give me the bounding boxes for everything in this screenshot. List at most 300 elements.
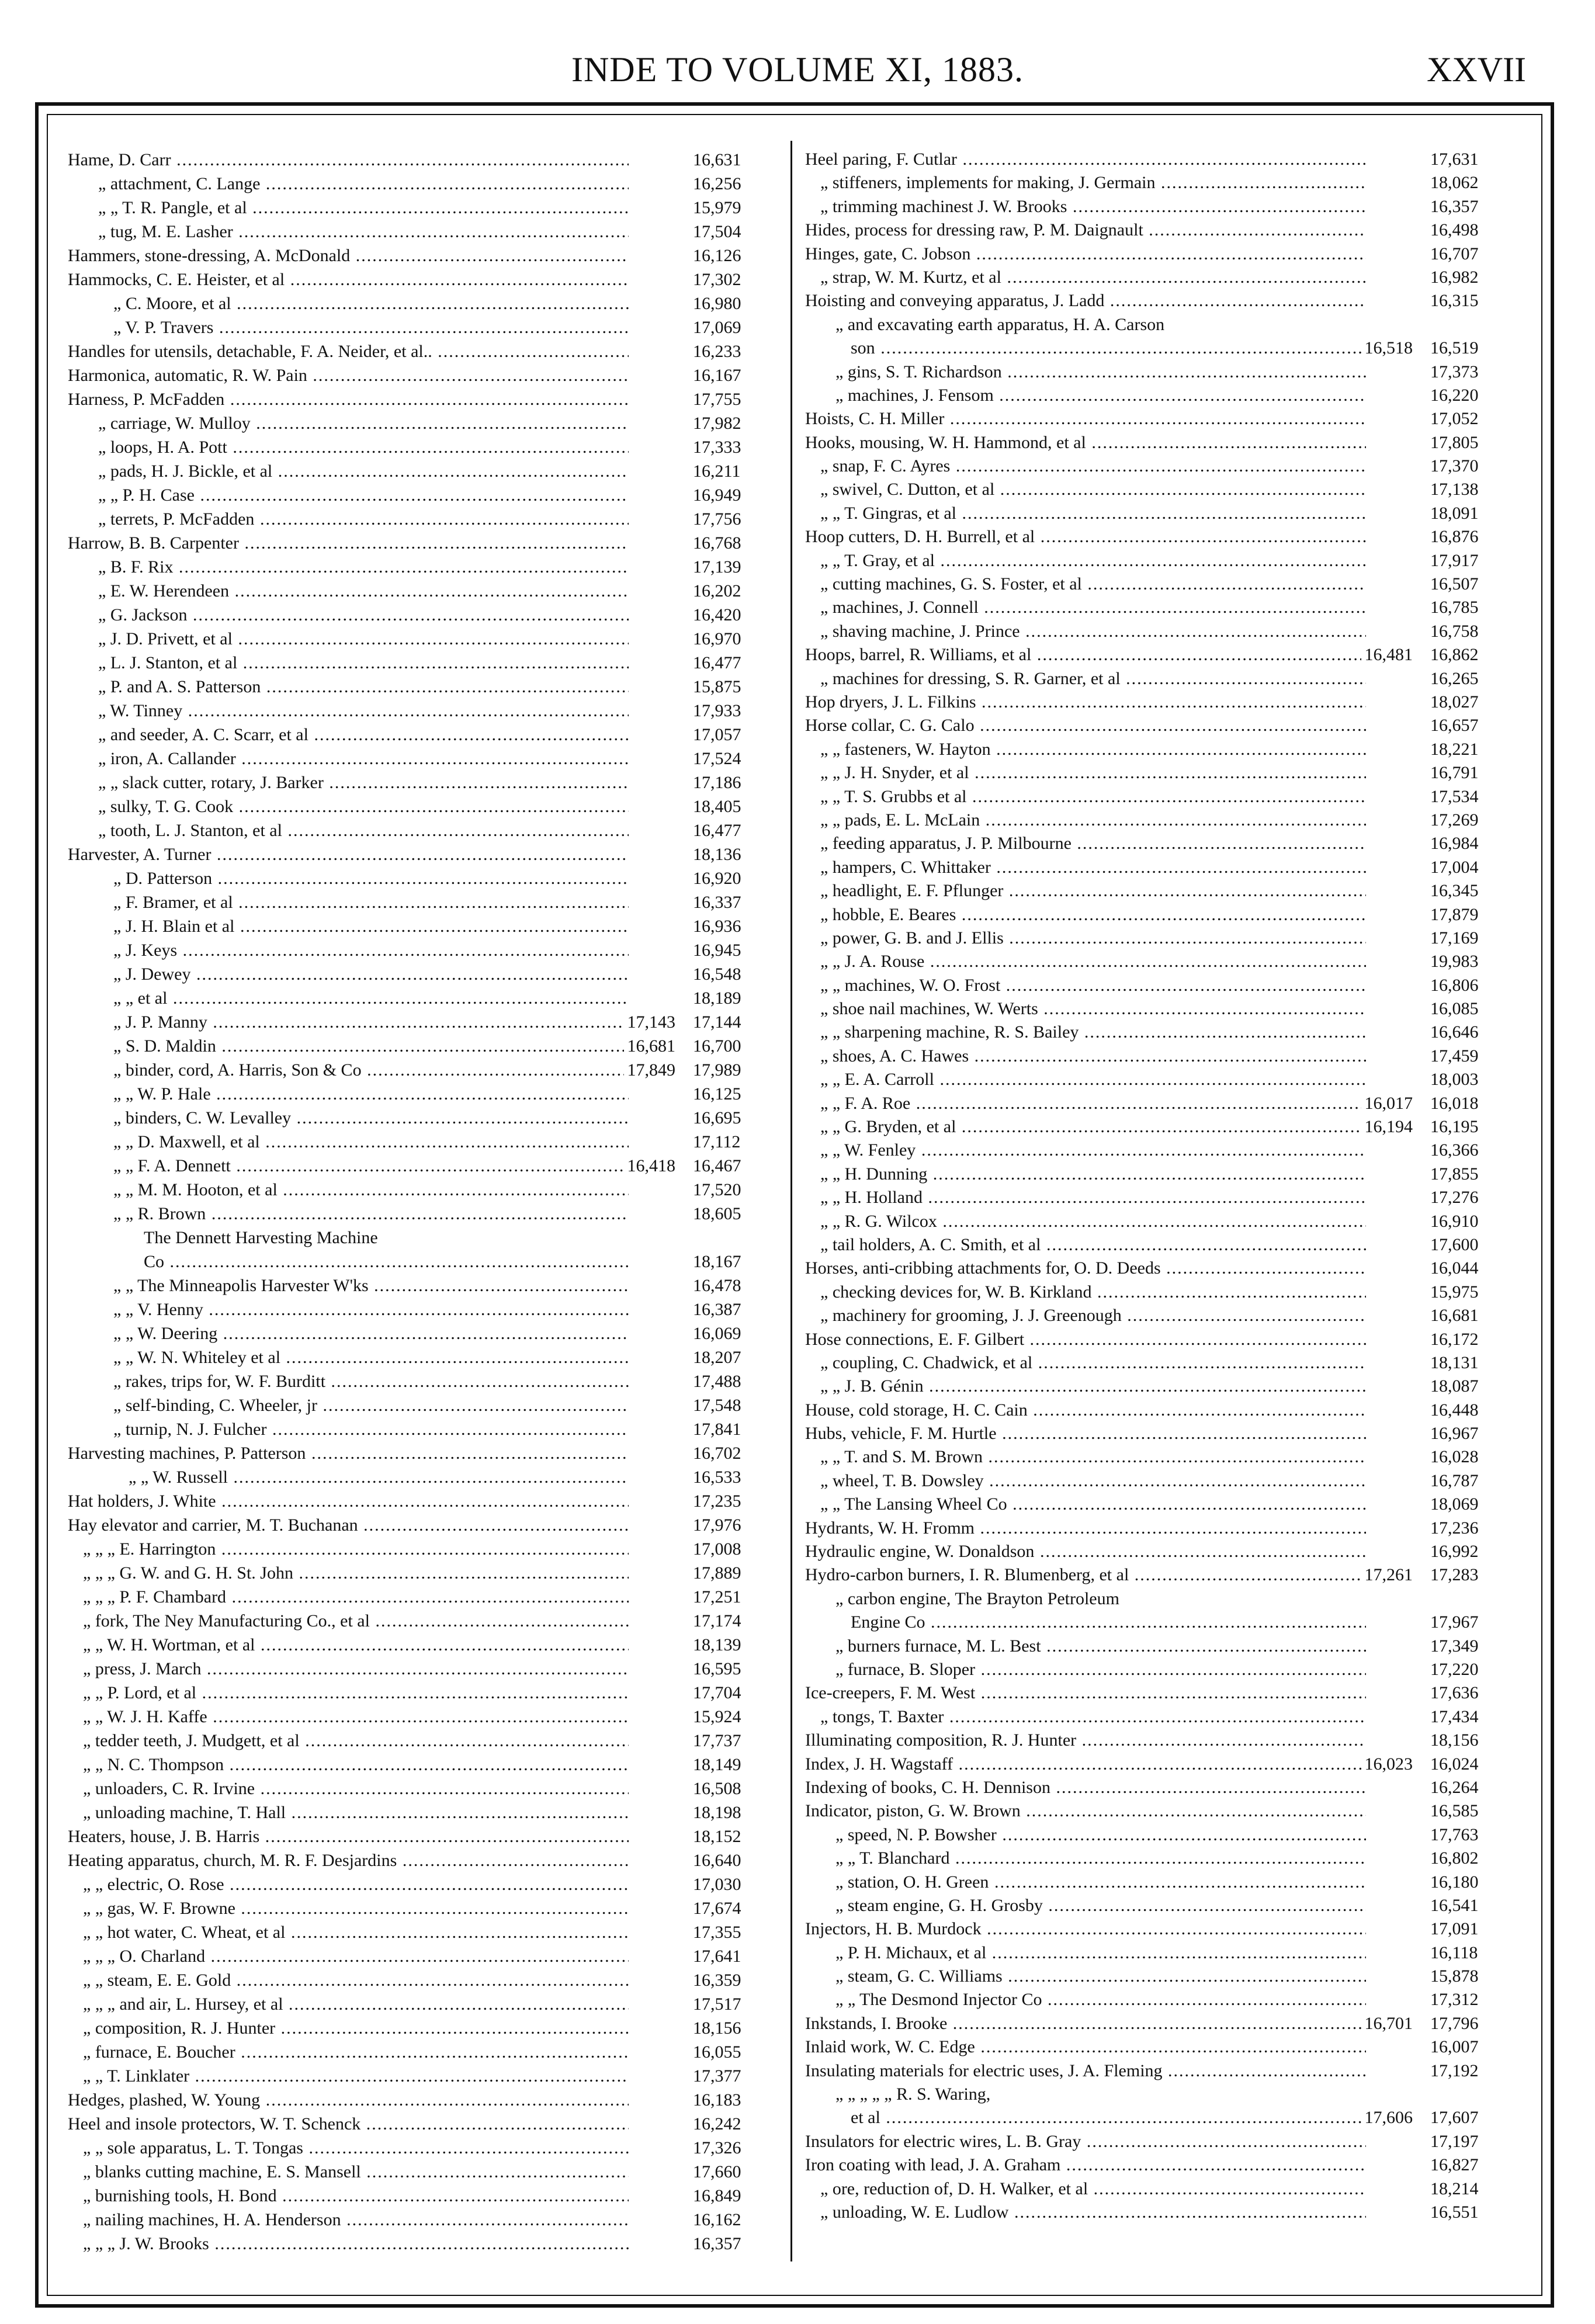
entry-text: „ tongs, T. Baxter .....	[820, 1705, 1366, 1729]
entry-number: 16,758	[1430, 621, 1479, 641]
entry-text: „ binders, C. W. Levalley .....	[113, 1106, 629, 1130]
entry-number: 17,326	[693, 2138, 741, 2157]
entry-text: Hides, process for dressing raw, P. M. Daignault .....	[805, 218, 1366, 242]
index-entry	[68, 986, 781, 1010]
index-entry	[68, 699, 781, 723]
entry-number: 16,085	[1430, 999, 1479, 1019]
index-entry	[68, 1321, 781, 1345]
entry-number: 16,508	[693, 1779, 741, 1798]
index-entry	[68, 723, 781, 747]
index-entry	[805, 148, 1518, 171]
index-entry	[805, 785, 1518, 809]
entry-number: 16,876	[1430, 527, 1479, 547]
entry-text: „ „ machines, W. O. Frost .....	[820, 974, 1366, 997]
entry-number: 18,214	[1430, 2179, 1479, 2198]
page-number: XXVII	[1427, 50, 1526, 89]
entry-text: „ burnishing tools, H. Bond .....	[83, 2184, 629, 2208]
entry-number: 17,008	[693, 1539, 741, 1559]
entry-text: „ tug, M. E. Lasher .....	[98, 220, 629, 244]
entry-number: 15,878	[1430, 1966, 1479, 1986]
entry-number: 18,003	[1430, 1070, 1479, 1090]
entry-text: „ E. W. Herendeen .....	[98, 579, 629, 603]
entry-number: 18,605	[693, 1204, 741, 1223]
entry-text: „ nailing machines, H. A. Henderson .....	[83, 2208, 629, 2232]
entry-number: 16,265	[1430, 668, 1479, 688]
entry-number: 16,195	[1430, 1117, 1479, 1137]
index-entry	[805, 1328, 1518, 1351]
entry-number: 16,125	[693, 1084, 741, 1104]
entry-number: 16,785	[1430, 598, 1479, 618]
index-entry	[68, 795, 781, 818]
entry-number: 17,755	[693, 390, 741, 409]
index-entry	[805, 266, 1518, 289]
index-entry	[805, 1163, 1518, 1186]
index-entry	[68, 1417, 781, 1441]
entry-number: 16,233	[693, 342, 741, 361]
index-entry	[805, 549, 1518, 573]
index-entry	[68, 196, 781, 220]
entry-number: 17,917	[1430, 550, 1479, 570]
index-entry	[805, 1988, 1518, 2011]
entry-text: Hoops, barrel, R. Williams, et al .....	[805, 643, 1366, 667]
entry-number: 17,235	[693, 1491, 741, 1511]
index-entry	[68, 1657, 781, 1681]
index-entry	[68, 1274, 781, 1298]
entry-number: 16,024	[1430, 1754, 1479, 1774]
index-entry	[68, 1226, 781, 1250]
entry-number: 18,156	[1430, 1730, 1479, 1750]
index-entry	[68, 842, 781, 866]
entry-text: „ unloading machine, T. Hall .....	[83, 1801, 629, 1824]
entry-number: 16,631	[693, 150, 741, 169]
index-entry	[68, 411, 781, 435]
index-entry	[68, 1369, 781, 1393]
index-entry	[68, 627, 781, 651]
index-entry	[68, 315, 781, 339]
entry-number: 18,136	[693, 845, 741, 864]
entry-number: 18,167	[693, 1252, 741, 1271]
entry-number: 16,167	[693, 366, 741, 385]
index-entry	[68, 268, 781, 292]
entry-number: 16,787	[1430, 1470, 1479, 1490]
entry-text: „ G. Jackson .....	[98, 603, 629, 627]
entry-number: 18,156	[693, 2018, 741, 2038]
entry-number: 18,139	[693, 1635, 741, 1654]
entry-number: 16,018	[1430, 1093, 1479, 1113]
index-entry	[805, 1210, 1518, 1233]
page-header	[0, 50, 1595, 102]
index-entry	[805, 2177, 1518, 2201]
entry-text: „ „ H. Holland .....	[820, 1186, 1366, 1209]
entry-number: 17,763	[1430, 1824, 1479, 1844]
entry-number: 18,062	[1430, 173, 1479, 193]
index-entry	[805, 1068, 1518, 1091]
entry-text: „ „ T. Gray, et al .....	[820, 549, 1366, 573]
entry-number: 17,192	[1430, 2061, 1479, 2080]
index-entry	[805, 950, 1518, 973]
index-entry	[68, 1465, 781, 1489]
index-entry	[805, 1965, 1518, 1988]
index-entry	[68, 651, 781, 675]
entry-number: 16,337	[693, 893, 741, 912]
index-entry	[68, 1633, 781, 1657]
index-entry	[68, 1034, 781, 1058]
index-entry	[805, 832, 1518, 855]
entry-number: 16,507	[1430, 574, 1479, 594]
entry-text: „ fork, The Ney Manufacturing Co., et al .....	[83, 1609, 629, 1633]
index-entry	[68, 244, 781, 268]
entry-number: 17,283	[1430, 1565, 1479, 1585]
entry-number: 18,405	[693, 797, 741, 816]
entry-number: 17,370	[1430, 456, 1479, 476]
index-entry	[68, 747, 781, 771]
entry-number: 16,802	[1430, 1848, 1479, 1868]
index-entry	[68, 771, 781, 795]
index-entry	[805, 1493, 1518, 1516]
index-entry	[68, 914, 781, 938]
index-entry	[68, 292, 781, 315]
index-entry	[68, 1154, 781, 1178]
entry-number: 17,548	[693, 1396, 741, 1415]
entry-text: „ „ T. Linklater .....	[83, 2064, 629, 2088]
entry-text: Iron coating with lead, J. A. Graham .....	[805, 2153, 1366, 2177]
entry-text: „ cutting machines, G. S. Foster, et al .....	[820, 573, 1366, 596]
entry-text: „ „ sharpening machine, R. S. Bailey .....	[820, 1021, 1366, 1044]
index-entry	[805, 2201, 1518, 2224]
entry-number: 16,936	[693, 917, 741, 936]
index-entry	[68, 890, 781, 914]
entry-number: 16,172	[1430, 1329, 1479, 1349]
entry-text: „ S. D. Maldin .....	[113, 1034, 629, 1058]
entry-number: 16,984	[1430, 834, 1479, 854]
index-entry	[805, 289, 1518, 313]
index-entry	[805, 1092, 1518, 1115]
entry-number: 16,359	[693, 1971, 741, 1990]
index-entry	[805, 927, 1518, 950]
entry-number: 16,646	[1430, 1022, 1479, 1042]
index-entry	[805, 1729, 1518, 1752]
entry-text: „ „ fasteners, W. Hayton .....	[820, 738, 1366, 761]
index-entry	[68, 435, 781, 459]
entry-text: Insulating materials for electric uses, J. A. Fleming .....	[805, 2059, 1366, 2083]
entry-number: 16,551	[1430, 2202, 1479, 2222]
index-entry	[68, 339, 781, 363]
page-title: INDE TO VOLUME XI, 1883.	[571, 50, 1024, 89]
entry-number: 18,027	[1430, 692, 1479, 712]
index-entry	[805, 455, 1518, 478]
entry-number: 17,373	[1430, 362, 1479, 381]
index-entry	[68, 579, 781, 603]
index-entry	[805, 1281, 1518, 1304]
entry-text: „ stiffeners, implements for making, J. Germain .....	[820, 171, 1366, 195]
entry-text: Hay elevator and carrier, M. T. Buchanan .....	[68, 1513, 629, 1537]
entry-text: „ „ E. A. Carroll .....	[820, 1068, 1366, 1091]
entry-number: 16,315	[1430, 291, 1479, 311]
index-entry	[805, 360, 1518, 384]
entry-text: „ composition, R. J. Hunter .....	[83, 2016, 629, 2040]
entry-text: „ shoe nail machines, W. Werts .....	[820, 997, 1366, 1021]
entry-number: 16,264	[1430, 1777, 1479, 1797]
entry-number: 17,004	[1430, 857, 1479, 877]
index-entry	[68, 1872, 781, 1896]
index-entry	[68, 2232, 781, 2256]
entry-number: 17,333	[693, 438, 741, 457]
entry-text: „ „ T. S. Grubbs et al .....	[820, 785, 1366, 809]
index-entry	[68, 1561, 781, 1585]
index-entry	[805, 1847, 1518, 1870]
index-entry	[805, 596, 1518, 619]
index-entry	[805, 761, 1518, 785]
entry-number: 16,357	[1430, 196, 1479, 216]
entry-text: Hoists, C. H. Miller .....	[805, 407, 1366, 431]
entry-text: „ „ „ E. Harrington .....	[83, 1537, 629, 1561]
entry-text: Heel paring, F. Cutlar .....	[805, 148, 1366, 171]
index-entry	[805, 1894, 1518, 1917]
entry-number: 17,057	[693, 725, 741, 744]
entry-text: „ „ R. G. Wilcox .....	[820, 1210, 1366, 1233]
entry-text: „ press, J. March .....	[83, 1657, 629, 1681]
entry-text: „ P. H. Michaux, et al .....	[835, 1941, 1366, 1965]
entry-text: „ shaving machine, J. Prince .....	[820, 620, 1366, 643]
index-entry	[805, 2083, 1518, 2106]
index-entry	[805, 1540, 1518, 1563]
entry-number: 16,541	[1430, 1895, 1479, 1915]
entry-number: 17,933	[693, 701, 741, 720]
index-entry	[68, 2184, 781, 2208]
entry-text: „ terrets, P. McFadden .....	[98, 507, 629, 531]
entry-number: 16,180	[1430, 1872, 1479, 1892]
index-entry	[68, 1441, 781, 1465]
index-entry	[68, 2160, 781, 2184]
index-entry	[68, 675, 781, 699]
index-entry	[68, 459, 781, 483]
entry-text: „ hobble, E. Beares .....	[820, 903, 1366, 927]
entry-text: „ station, O. H. Green .....	[835, 1871, 1366, 1894]
entry-number: 16,967	[1430, 1424, 1479, 1444]
entry-secondary-number: 16,017	[1361, 1092, 1413, 1115]
entry-number: 17,855	[1430, 1164, 1479, 1184]
entry-number: 16,862	[1430, 645, 1479, 665]
entry-number: 16,044	[1430, 1258, 1479, 1278]
entry-text: „ pads, H. J. Bickle, et al .....	[98, 459, 629, 483]
entry-text: „ rakes, trips for, W. F. Burditt .....	[113, 1369, 629, 1393]
index-entry	[68, 531, 781, 555]
entry-secondary-number: 16,418	[624, 1154, 676, 1178]
index-entry	[805, 2153, 1518, 2177]
entry-text: Illuminating composition, R. J. Hunter .....	[805, 1729, 1366, 1752]
index-entry	[68, 2040, 781, 2064]
entry-number: 17,139	[693, 557, 741, 577]
entry-number: 16,548	[693, 965, 741, 984]
entry-number: 17,976	[693, 1515, 741, 1535]
entry-text: „ machines, J. Fensom .....	[835, 384, 1366, 407]
index-entry	[805, 2059, 1518, 2083]
entry-number: 15,924	[693, 1707, 741, 1726]
entry-text: Hydro-carbon burners, I. R. Blumenberg, et al .....	[805, 1563, 1366, 1587]
entry-text: „ „ sole apparatus, L. T. Tongas .....	[83, 2136, 629, 2160]
entry-number: 17,236	[1430, 1518, 1479, 1538]
entry-text: „ „ T. and S. M. Brown .....	[820, 1445, 1366, 1469]
entry-text: „ blanks cutting machine, E. S. Mansell .....	[83, 2160, 629, 2184]
entry-number: 17,488	[693, 1372, 741, 1391]
entry-text: „ „ W. Deering .....	[113, 1321, 629, 1345]
entry-text: „ J. P. Manny .....	[113, 1010, 629, 1034]
index-entry	[68, 1824, 781, 1848]
entry-text: „ L. J. Stanton, et al .....	[98, 651, 629, 675]
entry-number: 16,791	[1430, 763, 1479, 783]
entry-text: „ machinery for grooming, J. J. Greenough .....	[820, 1304, 1366, 1327]
index-entry	[805, 691, 1518, 714]
entry-text: „ „ „ P. F. Chambard .....	[83, 1585, 629, 1609]
entry-text: Horses, anti-cribbing attachments for, O. D. Deeds .....	[805, 1257, 1366, 1280]
entry-text: „ unloading, W. E. Ludlow .....	[820, 2201, 1366, 2224]
entry-text: Harness, P. McFadden .....	[68, 387, 629, 411]
entry-text: Hose connections, E. F. Gilbert .....	[805, 1328, 1366, 1351]
entry-text: Inkstands, I. Brooke .....	[805, 2012, 1366, 2035]
entry-number: 16,183	[693, 2090, 741, 2110]
index-entry	[68, 603, 781, 627]
index-entry	[805, 478, 1518, 501]
entry-number: 16,211	[693, 462, 741, 481]
entry-text: Inlaid work, W. C. Edge .....	[805, 2035, 1366, 2059]
entry-text: „ „ W. H. Wortman, et al .....	[83, 1633, 629, 1657]
index-entry	[805, 1021, 1518, 1044]
index-entry	[68, 1489, 781, 1513]
entry-text: „ „ W. J. H. Kaffe .....	[83, 1705, 629, 1729]
index-entry	[68, 1010, 781, 1034]
entry-text: „ „ The Desmond Injector Co .....	[835, 1988, 1366, 2011]
entry-text: „ „ N. C. Thompson .....	[83, 1753, 629, 1777]
index-entry	[68, 363, 781, 387]
entry-number: 16,118	[1430, 1943, 1478, 1962]
entry-number: 17,169	[1430, 928, 1479, 948]
entry-number: 16,387	[693, 1300, 741, 1319]
index-entry	[805, 643, 1518, 667]
index-entry	[68, 1920, 781, 1944]
entry-number: 16,827	[1430, 2155, 1479, 2175]
index-entry	[805, 2106, 1518, 2129]
entry-text: „ „ W. P. Hale .....	[113, 1082, 629, 1106]
entry-text: „ unloaders, C. R. Irvine .....	[83, 1777, 629, 1801]
index-entry	[68, 2064, 781, 2088]
index-entry	[805, 714, 1518, 737]
entry-number: 16,357	[693, 2234, 741, 2253]
entry-text: „ speed, N. P. Bowsher .....	[835, 1823, 1366, 1847]
index-entry	[805, 1445, 1518, 1469]
entry-text: et al .....	[851, 2106, 1366, 2129]
entry-text: „ snap, F. C. Ayres .....	[820, 455, 1366, 478]
entry-text: Injectors, H. B. Murdock .....	[805, 1917, 1366, 1941]
entry-number: 17,879	[1430, 904, 1479, 924]
entry-number: 17,534	[1430, 786, 1479, 806]
entry-text: „ „ „ „ „ R. S. Waring,	[835, 2084, 991, 2104]
entry-number: 15,875	[693, 677, 741, 696]
entry-text: Hinges, gate, C. Jobson .....	[805, 242, 1366, 266]
index-entry	[805, 1233, 1518, 1257]
index-entry	[805, 1658, 1518, 1681]
index-entry	[68, 1250, 781, 1274]
entry-text: „ „ G. Bryden, et al .....	[820, 1115, 1366, 1139]
index-entry	[805, 1611, 1518, 1634]
entry-number: 17,377	[693, 2066, 741, 2086]
entry-number: 17,434	[1430, 1706, 1479, 1726]
index-entry	[68, 1202, 781, 1226]
entry-text: „ F. Bramer, et al .....	[113, 890, 629, 914]
entry-text: Heaters, house, J. B. Harris .....	[68, 1824, 629, 1848]
entry-text: „ „ electric, O. Rose .....	[83, 1872, 629, 1896]
index-entry	[68, 2112, 781, 2136]
entry-secondary-number: 17,606	[1361, 2106, 1413, 2129]
index-entry	[805, 1705, 1518, 1729]
entry-number: 17,276	[1430, 1188, 1479, 1208]
entry-text: „ headlight, E. F. Pflunger .....	[820, 879, 1366, 903]
entry-number: 16,366	[1430, 1140, 1479, 1160]
entry-number: 16,069	[693, 1324, 741, 1343]
entry-number: 18,087	[1430, 1376, 1479, 1396]
entry-text: „ C. Moore, et al .....	[113, 292, 629, 315]
entry-text: „ „ steam, E. E. Gold .....	[83, 1968, 629, 1992]
index-entry	[68, 1729, 781, 1753]
index-entry	[805, 903, 1518, 927]
entry-text: „ „ R. Brown .....	[113, 1202, 629, 1226]
index-entry	[68, 1801, 781, 1824]
entry-text: „ swivel, C. Dutton, et al .....	[820, 478, 1366, 501]
index-entry	[805, 1115, 1518, 1139]
entry-secondary-number: 17,143	[624, 1010, 676, 1034]
index-entry	[805, 667, 1518, 691]
entry-text: „ and seeder, A. C. Scarr, et al .....	[98, 723, 629, 747]
entry-number: 16,519	[1430, 338, 1479, 358]
entry-number: 16,681	[1430, 1306, 1479, 1326]
entry-text: „ J. D. Privett, et al .....	[98, 627, 629, 651]
index-entry	[68, 1393, 781, 1417]
entry-number: 16,498	[1430, 220, 1479, 240]
entry-number: 17,052	[1430, 409, 1479, 429]
entry-number: 18,131	[1430, 1352, 1479, 1372]
entry-number: 16,700	[693, 1036, 741, 1056]
entry-text: „ sulky, T. G. Cook .....	[98, 795, 629, 818]
index-entry	[68, 1082, 781, 1106]
index-entry	[805, 1823, 1518, 1847]
entry-text: son .....	[851, 337, 1366, 360]
entry-text: „ tail holders, A. C. Smith, et al .....	[820, 1233, 1366, 1257]
index-entry	[805, 384, 1518, 407]
index-entry	[805, 1517, 1518, 1540]
index-entry	[68, 1585, 781, 1609]
index-entry	[68, 507, 781, 531]
entry-text: Hedges, plashed, W. Young .....	[68, 2088, 629, 2112]
index-entry	[68, 1298, 781, 1321]
entry-text: „ „ J. A. Rouse .....	[820, 950, 1366, 973]
entry-text: „ B. F. Rix .....	[98, 555, 629, 579]
entry-text: Harvester, A. Turner .....	[68, 842, 629, 866]
entry-text: „ steam engine, G. H. Grosby .....	[835, 1894, 1366, 1917]
entry-number: 16,467	[693, 1156, 741, 1175]
index-entry	[805, 1563, 1518, 1587]
index-entry	[68, 1106, 781, 1130]
entry-text: „ tooth, L. J. Stanton, et al .....	[98, 818, 629, 842]
entry-number: 16,970	[693, 629, 741, 648]
entry-text: Hubs, vehicle, F. M. Hurtle .....	[805, 1422, 1366, 1445]
entry-number: 16,920	[693, 869, 741, 888]
index-entry	[68, 1609, 781, 1633]
index-entry	[805, 1941, 1518, 1965]
entry-number: 16,640	[693, 1851, 741, 1870]
index-entry	[68, 1537, 781, 1561]
entry-text: „ steam, G. C. Williams .....	[835, 1965, 1366, 1988]
entry-text: „ hampers, C. Whittaker .....	[820, 856, 1366, 879]
entry-text: „ „ F. A. Roe .....	[820, 1092, 1366, 1115]
